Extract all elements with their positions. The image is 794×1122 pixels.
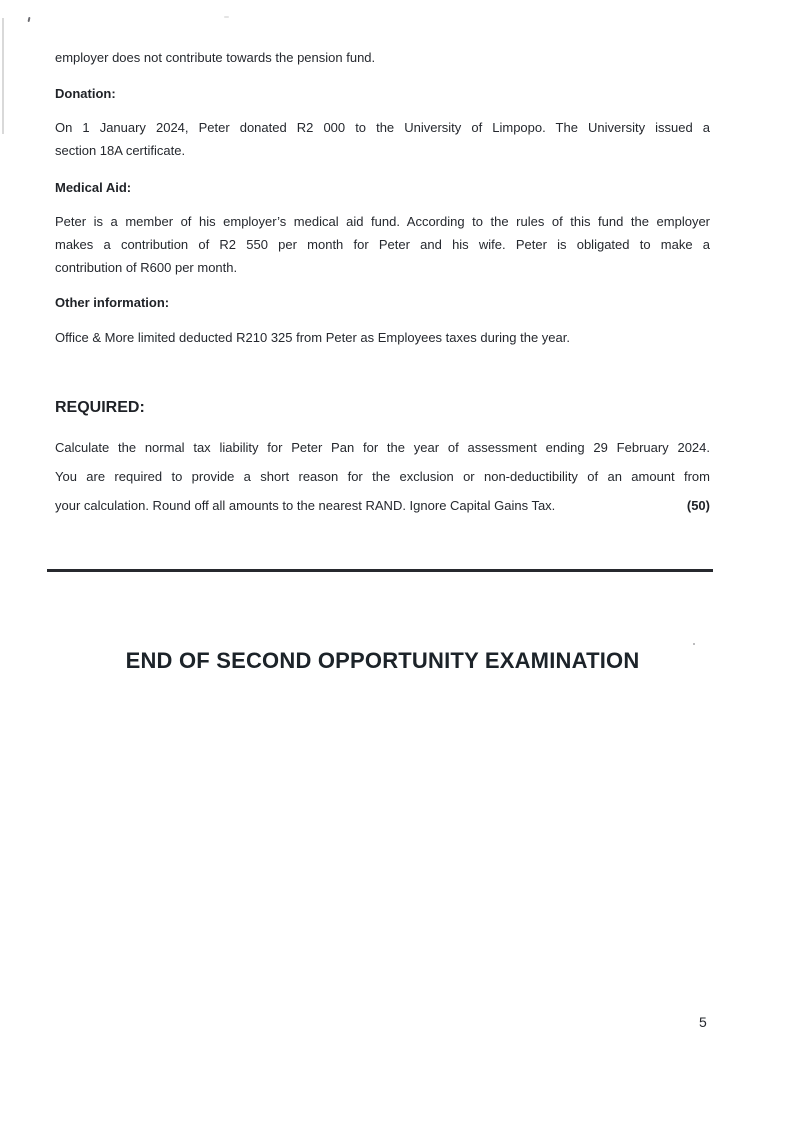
scan-speck [693,643,695,645]
paragraph-medical-aid [55,210,710,279]
paragraph-line: contribution of R600 per month. [55,260,238,275]
heading-donation: Donation: [55,86,116,101]
paragraph-line: employer does not contribute towards the pension fund. [55,50,376,65]
marks-badge: (50) [686,498,710,513]
scan-artifact-line [2,18,4,134]
end-of-exam-banner: END OF SECOND OPPORTUNITY EXAMINATION [125,648,640,673]
paragraph-required [55,433,710,520]
page-number: 5 [699,1014,707,1030]
paragraph-line: your calculation. Round off all amounts to the nearest RAND. Ignore Capital Gains Tax. [55,498,556,513]
paragraph-donation [55,116,710,162]
paragraph-continuation [55,46,710,69]
paragraph-line: Peter is a member of his employer’s medical aid fund. According to the rules of this fund the employer [55,214,710,229]
heading-other-information: Other information: [55,295,170,310]
scan-speck [28,17,31,22]
heading-required: REQUIRED: [55,399,145,416]
paragraph-line: Calculate the normal tax liability for Peter Pan for the year of assessment ending 29 February 2024. [55,440,710,455]
paragraph-line: Office & More limited deducted R210 325 from Peter as Employees taxes during the year. [55,330,570,345]
paragraph-line-with-marks [55,491,710,520]
paragraph-line: makes a contribution of R2 550 per month for Peter and his wife. Peter is obligated to make a [55,237,710,252]
paragraph-line: On 1 January 2024, Peter donated R2 000 to the University of Limpopo. The University issued a [55,120,710,135]
paragraph-line: section 18A certificate. [55,143,186,158]
section-divider [47,569,713,572]
heading-medical-aid: Medical Aid: [55,180,132,195]
scan-speck [224,16,229,18]
paragraph-line: You are required to provide a short reason for the exclusion or non-deductibility of an amount from [55,469,710,484]
paragraph-other-information [55,326,710,349]
